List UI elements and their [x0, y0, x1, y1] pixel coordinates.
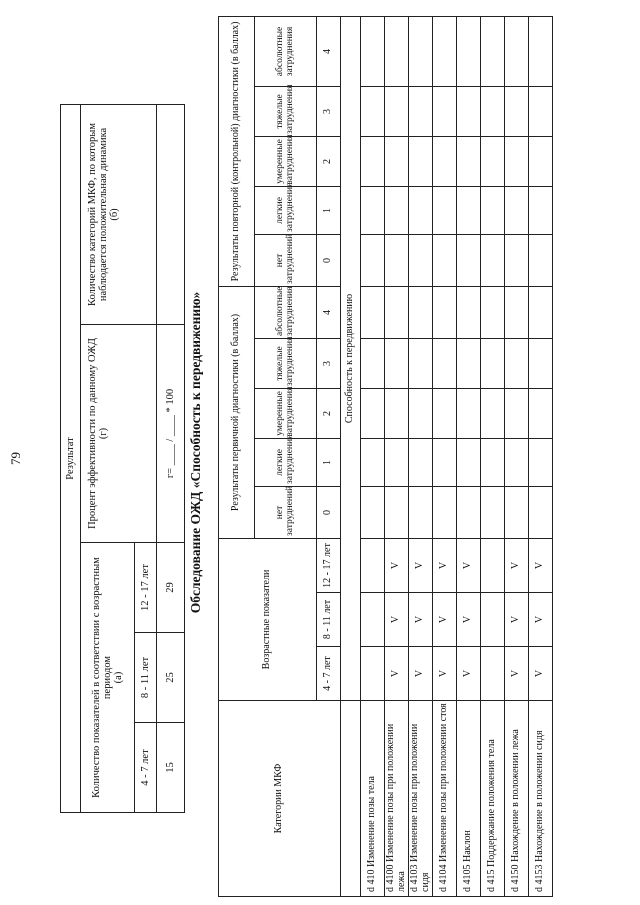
age-check-cell	[433, 593, 457, 647]
score-cell	[529, 286, 553, 338]
age-check-cell	[529, 647, 553, 701]
primary-score-0: 0	[317, 486, 341, 538]
icf-category-label: d 415 Поддержание положения тела	[481, 701, 505, 897]
icf-category-label: d 4105 Наклон	[457, 701, 481, 897]
repeat-score-1: 1	[317, 186, 341, 234]
age-check-cell	[385, 647, 409, 701]
score-cell	[409, 186, 433, 234]
age-check-cell	[505, 538, 529, 592]
primary-score-4: 4	[317, 286, 341, 338]
age-check-cell	[481, 593, 505, 647]
age-check-cell	[481, 647, 505, 701]
score-cell	[457, 286, 481, 338]
primary-score-label-0: нет затруднений	[255, 486, 317, 538]
repeat-score-0: 0	[317, 234, 341, 286]
score-cell	[361, 186, 385, 234]
repeat-score-3: 3	[317, 86, 341, 136]
locomotion-assessment-table	[218, 16, 553, 897]
age-check-cell	[433, 647, 457, 701]
score-cell	[433, 234, 457, 286]
table-row	[505, 16, 529, 896]
age-value-4-7: 15	[157, 723, 185, 813]
section-spacer	[341, 701, 361, 897]
indicator-count-header	[81, 543, 135, 813]
score-cell	[457, 388, 481, 438]
age-group-4-7: 4 - 7 лет	[135, 723, 157, 813]
score-cell	[385, 136, 409, 186]
score-cell	[457, 234, 481, 286]
score-cell	[481, 388, 505, 438]
score-cell	[385, 234, 409, 286]
category-rows	[361, 16, 553, 896]
score-cell	[385, 486, 409, 538]
score-cell	[409, 338, 433, 388]
primary-score-label-2: умеренные затруднения	[255, 388, 317, 438]
repeat-score-label-0: нет затруднений	[255, 234, 317, 286]
efficiency-label: Процент эффективности по данному ОЖД	[87, 338, 98, 529]
score-cell	[361, 234, 385, 286]
score-cell	[529, 388, 553, 438]
score-cell	[457, 86, 481, 136]
score-cell	[505, 16, 529, 86]
score-cell	[385, 388, 409, 438]
score-cell	[361, 338, 385, 388]
score-cell	[385, 16, 409, 86]
icf-category-label: d 4150 Нахождение в положении лежа	[505, 701, 529, 897]
age-check-cell	[385, 538, 409, 592]
section-row-label: Способность к передвижению	[341, 16, 361, 700]
age-check-cell	[481, 538, 505, 592]
score-cell	[409, 234, 433, 286]
score-cell	[529, 234, 553, 286]
age-group-12-17: 12 - 17 лет	[135, 543, 157, 633]
age-check-cell	[505, 647, 529, 701]
age-col-4-7: 4 - 7 лет	[317, 647, 341, 701]
age-indicators-header: Возрастные показатели	[219, 538, 317, 700]
table-row	[385, 16, 409, 896]
age-check-cell	[457, 538, 481, 592]
icf-dynamics-header	[81, 104, 157, 324]
table-row	[481, 16, 505, 896]
score-cell	[433, 86, 457, 136]
score-cell	[481, 486, 505, 538]
score-cell	[481, 338, 505, 388]
score-cell	[457, 438, 481, 486]
score-cell	[529, 16, 553, 86]
results-summary-table	[60, 104, 185, 813]
score-cell	[505, 286, 529, 338]
score-cell	[529, 486, 553, 538]
primary-score-label-1: легкие затруднения	[255, 438, 317, 486]
score-cell	[361, 486, 385, 538]
score-cell	[505, 338, 529, 388]
age-check-cell	[361, 538, 385, 592]
check-mark: V	[462, 561, 474, 570]
score-cell	[505, 234, 529, 286]
icf-category-label: d 4104 Изменение позы при положении стоя	[433, 701, 457, 897]
check-mark: V	[390, 669, 402, 678]
check-mark: V	[462, 669, 474, 678]
icf-dynamics-label: Количество категорий МКФ, по которым наблюдается положительная динамика	[87, 123, 110, 306]
results-header: Результат	[61, 104, 81, 812]
repeat-score-label-4: абсолютные затруднения	[255, 16, 317, 86]
score-cell	[529, 136, 553, 186]
age-value-8-11: 25	[157, 633, 185, 723]
check-mark: V	[438, 669, 450, 678]
score-cell	[433, 338, 457, 388]
check-mark: V	[510, 669, 522, 678]
score-cell	[481, 136, 505, 186]
page-number: 79	[8, 452, 23, 465]
age-check-cell	[409, 593, 433, 647]
score-cell	[409, 136, 433, 186]
check-mark: V	[510, 561, 522, 570]
score-cell	[433, 186, 457, 234]
efficiency-sub: (г)	[98, 427, 110, 440]
score-cell	[361, 388, 385, 438]
indicator-count-sub: (а)	[113, 671, 124, 684]
score-cell	[457, 486, 481, 538]
age-check-cell	[409, 538, 433, 592]
primary-score-label-3: тяжелые затруднения	[255, 338, 317, 388]
icf-category-label: d 4103 Изменение позы при положении сидя	[409, 701, 433, 897]
age-check-cell	[385, 593, 409, 647]
age-check-cell	[433, 538, 457, 592]
score-cell	[529, 438, 553, 486]
score-cell	[481, 438, 505, 486]
score-cell	[385, 86, 409, 136]
age-check-cell	[529, 593, 553, 647]
age-col-8-11: 8 - 11 лет	[317, 593, 341, 647]
primary-score-1: 1	[317, 438, 341, 486]
check-mark: V	[510, 615, 522, 624]
icf-dynamics-sub: (б)	[109, 208, 121, 221]
check-mark: V	[462, 615, 474, 624]
score-cell	[409, 388, 433, 438]
score-cell	[409, 438, 433, 486]
age-check-cell	[457, 647, 481, 701]
table-row	[529, 16, 553, 896]
age-check-cell	[529, 538, 553, 592]
score-cell	[433, 286, 457, 338]
primary-diagnostics-header: Результаты первичной диагностики (в баллах)	[219, 286, 255, 538]
score-cell	[433, 136, 457, 186]
score-cell	[457, 186, 481, 234]
efficiency-header	[81, 325, 157, 543]
repeat-score-label-2: умеренные затруднения	[255, 136, 317, 186]
score-cell	[361, 438, 385, 486]
score-cell	[481, 286, 505, 338]
age-check-cell	[505, 593, 529, 647]
repeat-score-label-1: легкие затруднения	[255, 186, 317, 234]
age-check-cell	[361, 593, 385, 647]
age-value-12-17: 29	[157, 543, 185, 633]
icf-category-label: d 4100 Изменение позы при положении лежа	[385, 701, 409, 897]
score-cell	[385, 186, 409, 234]
age-col-12-17: 12 - 17 лет	[317, 538, 341, 592]
primary-score-3: 3	[317, 338, 341, 388]
score-cell	[409, 486, 433, 538]
icf-categories-header: Категории МКФ	[219, 701, 341, 897]
repeat-score-label-3: тяжелые затруднения	[255, 86, 317, 136]
score-cell	[481, 234, 505, 286]
table-row	[409, 16, 433, 896]
check-mark: V	[390, 615, 402, 624]
score-cell	[505, 388, 529, 438]
check-mark: V	[534, 615, 546, 624]
table-row	[457, 16, 481, 896]
score-cell	[385, 338, 409, 388]
primary-score-2: 2	[317, 388, 341, 438]
score-cell	[505, 486, 529, 538]
score-cell	[457, 16, 481, 86]
age-check-cell	[361, 647, 385, 701]
efficiency-formula: г= ____ / ____ * 100	[157, 325, 185, 543]
score-cell	[409, 16, 433, 86]
score-cell	[529, 86, 553, 136]
icf-category-label: d 4153 Нахождение в положении сидя	[529, 701, 553, 897]
section-title: Обследование ОЖД «Способность к передвижению»	[188, 291, 203, 614]
score-cell	[505, 136, 529, 186]
repeat-score-2: 2	[317, 136, 341, 186]
score-cell	[361, 136, 385, 186]
score-cell	[433, 388, 457, 438]
primary-score-label-4: абсолютные затруднения	[255, 286, 317, 338]
score-cell	[481, 86, 505, 136]
score-cell	[433, 486, 457, 538]
score-cell	[457, 338, 481, 388]
score-cell	[505, 86, 529, 136]
repeat-score-4: 4	[317, 16, 341, 86]
score-cell	[505, 186, 529, 234]
score-cell	[361, 286, 385, 338]
table-row	[433, 16, 457, 896]
score-cell	[361, 86, 385, 136]
score-cell	[481, 16, 505, 86]
check-mark: V	[534, 669, 546, 678]
check-mark: V	[414, 561, 426, 570]
score-cell	[409, 286, 433, 338]
check-mark: V	[534, 561, 546, 570]
icf-dynamics-value	[157, 104, 185, 324]
check-mark: V	[438, 561, 450, 570]
score-cell	[385, 286, 409, 338]
table-row	[361, 16, 385, 896]
indicator-count-label: Количество показателей в соответствии с возрастным периодом	[90, 557, 113, 798]
check-mark: V	[414, 615, 426, 624]
icf-category-label: d 410 Изменение позы тела	[361, 701, 385, 897]
score-cell	[505, 438, 529, 486]
score-cell	[433, 438, 457, 486]
check-mark: V	[390, 561, 402, 570]
check-mark: V	[414, 669, 426, 678]
age-check-cell	[409, 647, 433, 701]
score-cell	[529, 338, 553, 388]
score-cell	[529, 186, 553, 234]
score-cell	[409, 86, 433, 136]
repeat-diagnostics-header: Результаты повторной (контрольной) диагностики (в баллах)	[219, 16, 255, 286]
check-mark: V	[438, 615, 450, 624]
score-cell	[433, 16, 457, 86]
score-cell	[361, 16, 385, 86]
score-cell	[481, 186, 505, 234]
age-check-cell	[457, 593, 481, 647]
age-group-8-11: 8 - 11 лет	[135, 633, 157, 723]
score-cell	[385, 438, 409, 486]
score-cell	[457, 136, 481, 186]
